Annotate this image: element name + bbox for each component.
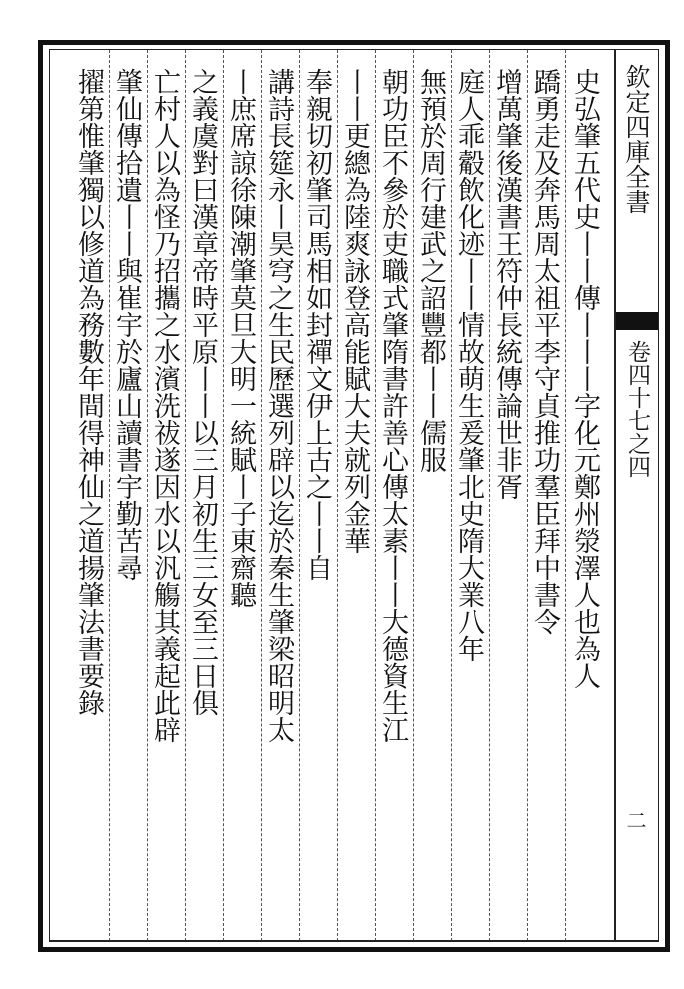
text-block (49, 49, 659, 942)
text-column: 丨丨更總為陸爽詠登高能賦大夫就列金華 (339, 68, 370, 554)
text-column: 之義虞對曰漢章帝時平原丨丨以三月初生三女至三日俱 (187, 68, 218, 716)
column-divider (527, 50, 528, 941)
text-column: 丨庶席諒徐陳潮肇莫旦大明一統賦丨子東齋聽 (225, 68, 256, 608)
text-column: 擢第惟肇獨以修道為務數年間得神仙之道揚肇法書要錄 (73, 68, 104, 716)
margin-title: 欽定四庫全書 (622, 64, 651, 214)
margin-page-number: 二 (623, 810, 647, 830)
text-column: 蹻勇走及奔馬周太祖平李守貞推功羣臣拜中書令 (529, 68, 560, 635)
column-divider (185, 50, 186, 941)
text-column: 增萬肇後漢書王符仲長統傳論世非胥 (491, 68, 522, 500)
column-divider (147, 50, 148, 941)
text-column: 奉親切初肇司馬相如封禪文伊上古之丨丨自 (301, 68, 332, 581)
column-divider (299, 50, 300, 941)
text-column: 肇仙傳拾遺丨丨與崔宇於廬山讀書宇勤苦尋 (111, 68, 142, 581)
column-divider (337, 50, 338, 941)
text-column: 亡村人以為怪乃招攜之水濱洗祓遂因水以汎觴其義起此辟 (149, 68, 180, 743)
column-divider (565, 50, 566, 941)
text-column: 無預於周行建武之詔豐都丨丨儒服 (415, 68, 446, 473)
text-column: 朝功臣不參於吏職式肇隋書許善心傳太素丨丨大德資生江 (377, 68, 408, 743)
column-divider (261, 50, 262, 941)
column-divider (223, 50, 224, 941)
text-column: 史弘肇五代史丨丨傳丨丨丨字化元鄭州滎澤人也為人 (569, 68, 600, 689)
fishtail-mark-icon (616, 312, 658, 330)
text-column: 庭人乖觳飲化迹丨丨情故萌生爰肇北史隋大業八年 (453, 68, 484, 662)
text-column: 講詩長筵永丨昊穹之生民歷選列辟以迄於秦生肇梁昭明太 (263, 68, 294, 743)
column-divider (451, 50, 452, 941)
column-divider (109, 50, 110, 941)
column-divider (375, 50, 376, 941)
column-divider (413, 50, 414, 941)
page-frame (38, 40, 670, 952)
margin-volume: 卷四十七之四 (624, 340, 650, 478)
margin-strip (614, 50, 658, 941)
bottom-rule (50, 940, 658, 941)
column-divider (489, 50, 490, 941)
